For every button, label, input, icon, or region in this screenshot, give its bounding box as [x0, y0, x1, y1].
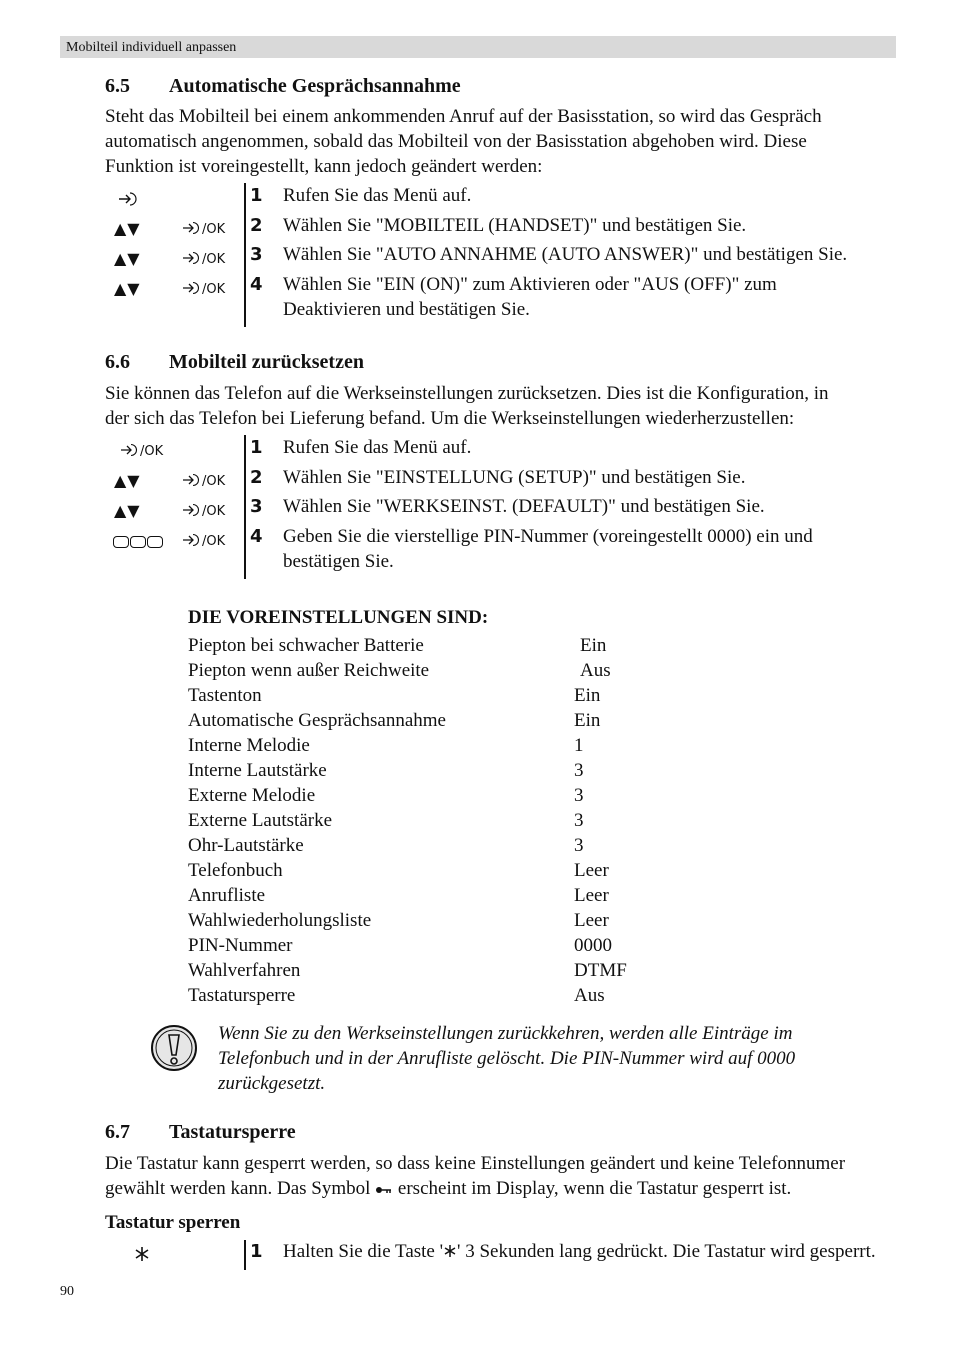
enter-icon — [120, 443, 140, 457]
text-line: Die Tastatur kann gesperrt werden, so dass keine Einstellungen geändert und keine Telefonnumer — [105, 1153, 846, 1174]
section-6-5-intro — [105, 104, 905, 179]
menu-ok-icon — [182, 503, 225, 521]
setting-name: Tastatursperre — [188, 985, 296, 1006]
text-line: automatisch angenommen, sobald das Mobilteil von der Basisstation abgehoben wird. Diese — [105, 131, 807, 152]
step-number: 1 — [250, 437, 263, 458]
step-text: Wählen Sie "WERKSEINST. (DEFAULT)" und bestätigen Sie. — [283, 496, 765, 517]
setting-value: 3 — [574, 810, 584, 831]
setting-name: Piepton bei schwacher Batterie — [188, 635, 424, 656]
running-header: Mobilteil individuell anpassen — [66, 40, 237, 55]
step-divider — [244, 183, 246, 327]
ok-label: /OK — [202, 534, 226, 549]
defaults-row — [188, 958, 688, 983]
defaults-row — [188, 683, 688, 708]
defaults-row — [188, 833, 688, 858]
step-number: 4 — [250, 274, 263, 295]
step-divider — [244, 1240, 246, 1270]
step-text: Geben Sie die vierstellige PIN-Nummer (voreingestellt 0000) ein und — [283, 526, 813, 547]
enter-icon — [182, 503, 202, 517]
text-line — [105, 1176, 925, 1201]
step-text: Rufen Sie das Menü auf. — [283, 437, 472, 458]
enter-icon — [182, 281, 202, 295]
defaults-row — [188, 708, 688, 733]
text-line: Funktion ist voreingestellt, kann jedoch geändert werden: — [105, 156, 543, 177]
enter-icon — [182, 221, 202, 235]
step-number: 2 — [250, 467, 263, 488]
key-lock-icon — [375, 1185, 393, 1195]
setting-name: Automatische Gesprächsannahme — [188, 710, 446, 731]
menu-ok-icon — [182, 473, 225, 491]
text-line: der sich das Telefon bei Lieferung befand. Um die Werkseinstellungen wiederherzustellen: — [105, 408, 795, 429]
setting-name: Wahlwiederholungsliste — [188, 910, 372, 931]
text-line: Sie können das Telefon auf die Werkseinstellungen zurücksetzen. Dies ist die Konfiguration, in — [105, 383, 829, 404]
page-number: 90 — [60, 1284, 74, 1299]
menu-ok-icon — [182, 221, 225, 239]
setting-value: Leer — [574, 885, 609, 906]
step-number: 4 — [250, 526, 263, 547]
keypad-icon — [113, 533, 164, 551]
setting-value: Aus — [580, 660, 611, 681]
setting-value: DTMF — [574, 960, 627, 981]
step-text: Wählen Sie "MOBILTEIL (HANDSET)" und bestätigen Sie. — [283, 215, 747, 236]
step-divider — [244, 435, 246, 579]
nav-arrows-icon: ▲▼ — [114, 249, 141, 268]
star-key-icon — [134, 1246, 150, 1262]
ok-label: /OK — [202, 252, 226, 267]
step-text: Rufen Sie das Menü auf. — [283, 185, 472, 206]
subheading: Tastatur sperren — [105, 1212, 241, 1233]
nav-arrows-icon: ▲▼ — [114, 501, 141, 520]
setting-value: Leer — [574, 910, 609, 931]
defaults-row — [188, 858, 688, 883]
defaults-row — [188, 933, 688, 958]
section-number: 6.7 — [105, 1121, 130, 1143]
step-text-continued: Deaktivieren und bestätigen Sie. — [283, 299, 530, 320]
defaults-row — [188, 908, 688, 933]
menu-ok-icon — [120, 443, 163, 461]
defaults-row — [188, 883, 688, 908]
step-text: Wählen Sie "EINSTELLUNG (SETUP)" und bestätigen Sie. — [283, 467, 746, 488]
text-fragment: ' 3 Sekunden lang gedrückt. Die Tastatur wird gesperrt. — [457, 1241, 876, 1262]
enter-icon — [182, 251, 202, 265]
defaults-row — [188, 658, 688, 683]
defaults-title: DIE VOREINSTELLUNGEN SIND: — [188, 607, 489, 628]
menu-ok-icon — [182, 281, 225, 299]
step-text-continued: bestätigen Sie. — [283, 551, 394, 572]
nav-arrows-icon: ▲▼ — [114, 219, 141, 238]
ok-label: /OK — [202, 222, 226, 237]
step-number: 1 — [250, 185, 263, 206]
step-number: 1 — [250, 1241, 263, 1262]
note-text — [218, 1021, 858, 1096]
text-line: Wenn Sie zu den Werkseinstellungen zurückkehren, werden alle Einträge im — [218, 1023, 793, 1044]
setting-value: 3 — [574, 835, 584, 856]
setting-name: Telefonbuch — [188, 860, 283, 881]
star-key-icon — [443, 1244, 457, 1258]
setting-name: Tastenton — [188, 685, 262, 706]
text-line: Telefonbuch und in der Anrufliste gelöscht. Die PIN-Nummer wird auf 0000 — [218, 1048, 796, 1069]
text-line: Steht das Mobilteil bei einem ankommenden Anruf auf der Basisstation, so wird das Gespräch — [105, 106, 822, 127]
nav-arrows-icon: ▲▼ — [114, 279, 141, 298]
menu-ok-icon — [182, 533, 225, 551]
ok-label: /OK — [202, 474, 226, 489]
text-line: zurückgesetzt. — [218, 1073, 326, 1094]
setting-name: Anrufliste — [188, 885, 266, 906]
setting-name: Piepton wenn außer Reichweite — [188, 660, 430, 681]
setting-name: Externe Lautstärke — [188, 810, 333, 831]
setting-value: 1 — [574, 735, 584, 756]
section-title: Tastatursperre — [169, 1121, 296, 1143]
defaults-row — [188, 783, 688, 808]
text-fragment: erscheint im Display, wenn die Tastatur gesperrt ist. — [397, 1178, 792, 1199]
defaults-table — [188, 633, 688, 1008]
menu-ok-icon — [118, 191, 140, 207]
section-number: 6.6 — [105, 351, 130, 373]
defaults-row — [188, 733, 688, 758]
setting-name: Ohr-Lautstärke — [188, 835, 304, 856]
nav-arrows-icon: ▲▼ — [114, 471, 141, 490]
section-6-6-intro — [105, 381, 905, 431]
menu-ok-icon — [182, 251, 225, 269]
defaults-row — [188, 808, 688, 833]
setting-value: Ein — [574, 710, 601, 731]
setting-value: Leer — [574, 860, 609, 881]
step-number: 3 — [250, 496, 263, 517]
defaults-row — [188, 758, 688, 783]
section-6-7-intro — [105, 1151, 925, 1201]
step-number: 3 — [250, 244, 263, 265]
ok-label: /OK — [202, 282, 226, 297]
step-number: 2 — [250, 215, 263, 236]
setting-value: 0000 — [574, 935, 612, 956]
setting-value: 3 — [574, 760, 584, 781]
defaults-row — [188, 983, 688, 1008]
setting-name: Interne Lautstärke — [188, 760, 327, 781]
section-title: Mobilteil zurücksetzen — [169, 351, 364, 373]
setting-value: Ein — [580, 635, 607, 656]
section-number: 6.5 — [105, 75, 130, 97]
enter-icon — [182, 533, 202, 547]
setting-value: Ein — [574, 685, 601, 706]
setting-value: 3 — [574, 785, 584, 806]
section-title: Automatische Gesprächsannahme — [169, 75, 461, 97]
ok-label: /OK — [202, 504, 226, 519]
ok-label: /OK — [140, 444, 164, 459]
step-text: Wählen Sie "EIN (ON)" zum Aktivieren oder "AUS (OFF)" zum — [283, 274, 777, 295]
enter-icon — [182, 473, 202, 487]
defaults-row — [188, 633, 688, 658]
step-text: Wählen Sie "AUTO ANNAHME (AUTO ANSWER)" und bestätigen Sie. — [283, 244, 848, 265]
text-fragment: Halten Sie die Taste ' — [283, 1241, 444, 1262]
step-text — [283, 1239, 876, 1264]
setting-name: Interne Melodie — [188, 735, 310, 756]
setting-name: PIN-Nummer — [188, 935, 293, 956]
setting-name: Wahlverfahren — [188, 960, 301, 981]
setting-name: Externe Melodie — [188, 785, 316, 806]
warning-icon — [150, 1024, 198, 1072]
text-fragment: gewählt werden kann. Das Symbol — [105, 1178, 371, 1199]
setting-value: Aus — [574, 985, 605, 1006]
